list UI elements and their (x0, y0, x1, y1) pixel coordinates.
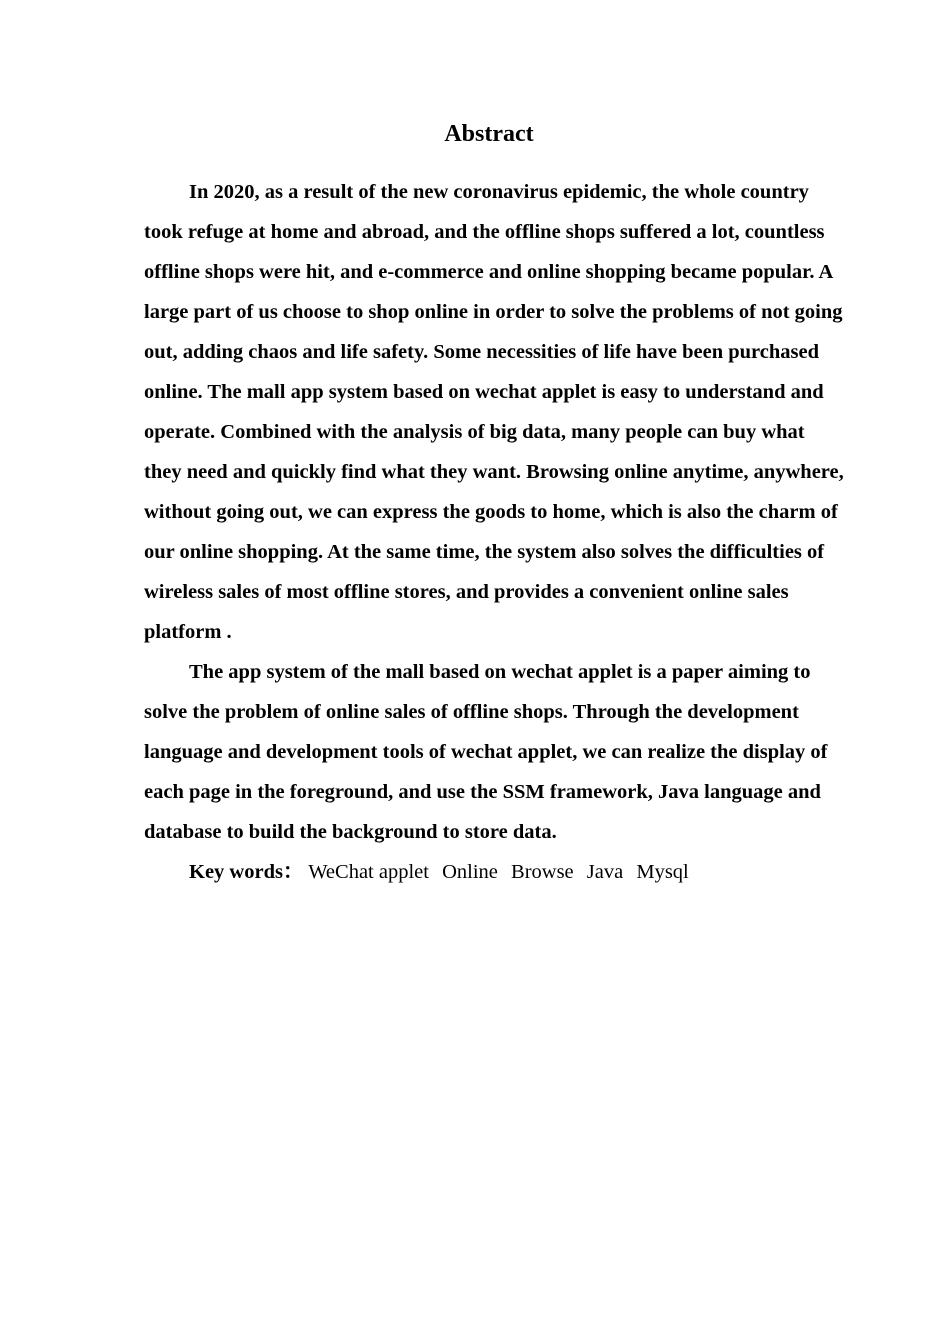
keyword-item: Java (586, 861, 624, 883)
keywords-line (144, 852, 844, 892)
abstract-paragraph-1: In 2020, as a result of the new coronavirus epidemic, the whole country took refuge at home and abroad, and the offline shops suffered a lot, countless offline shops were hit, and e-commerce and online shopping became popular. A large part of us choose to shop online in order to solve the problems of not going out, adding chaos and life safety. Some necessities of life have been purchased online. The mall app system based on wechat applet is easy to understand and operate. Combined with the analysis of big data, many people can buy what they need and quickly find what they want. Browsing online anytime, anywhere, without going out, we can express the goods to home, which is also the charm of our online shopping. At the same time, the system also solves the difficulties of wireless sales of most offline stores, and provides a convenient online sales platform . (144, 181, 844, 643)
keyword-item: Online (442, 861, 498, 883)
keyword-item: WeChat applet (308, 861, 429, 883)
keyword-item: Mysql (636, 861, 689, 883)
document-page (144, 118, 844, 892)
abstract-title: Abstract (444, 121, 534, 147)
abstract-paragraph-2: The app system of the mall based on wechat applet is a paper aiming to solve the problem of online sales of offline shops. Through the development language and development tools of wechat applet, we can realize the display of each page in the foreground, and use the SSM framework, Java language and database to build the background to store data. (144, 661, 828, 843)
keyword-item: Browse (511, 861, 574, 883)
keywords-label: Key words： (189, 861, 304, 883)
